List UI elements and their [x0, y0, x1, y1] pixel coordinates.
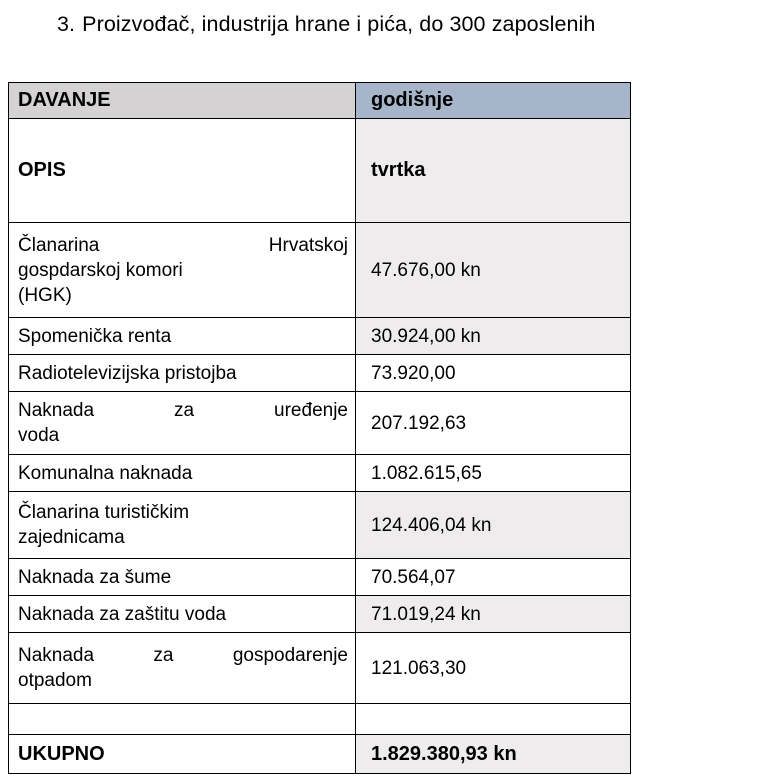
row-label-cell [9, 355, 356, 392]
row-value-cell [356, 455, 631, 492]
page-title [57, 10, 596, 38]
table-row [9, 596, 631, 633]
row-value: 71.019,24 kn [371, 603, 481, 625]
page-title-text: Proizvođač, industrija hrane i pića, do 300 zaposlenih [82, 12, 596, 36]
header-cell-davanje [9, 83, 356, 119]
row-label-line1: Naknada za gospodarenje [18, 645, 348, 666]
row-value-cell [356, 355, 631, 392]
header-cell-godisnje [356, 83, 631, 119]
header-label-godisnje: godišnje [371, 89, 454, 111]
row-label-line2: gospdarskoj komori [18, 259, 183, 281]
table-subheader-row [9, 119, 631, 223]
row-value-cell [356, 392, 631, 455]
row-label-line3: (HGK) [18, 284, 72, 306]
row-label: Naknada za zaštitu voda [18, 603, 227, 625]
row-label-cell [9, 633, 356, 704]
spacer-value-cell [356, 704, 631, 735]
row-value-cell [356, 559, 631, 596]
total-label: UKUPNO [18, 742, 105, 765]
table-spacer-row [9, 704, 631, 735]
row-label-line1: Članarina Hrvatskoj [18, 234, 348, 256]
subheader-cell-opis [9, 119, 356, 223]
row-value-cell [356, 633, 631, 704]
row-value: 47.676,00 kn [371, 259, 481, 281]
row-label-line1: Naknada za uređenje [18, 400, 348, 421]
spacer-label [9, 716, 355, 722]
table-total-row [9, 735, 631, 774]
row-label-line2: otpadom [18, 670, 92, 691]
table-row [9, 223, 631, 318]
table-row [9, 492, 631, 559]
spacer-label-cell [9, 704, 356, 735]
row-value: 121.063,30 [371, 657, 467, 679]
subheader-cell-tvrtka [356, 119, 631, 223]
row-label-cell [9, 318, 356, 355]
levies-table [8, 82, 631, 774]
table-row [9, 355, 631, 392]
row-label-cell [9, 455, 356, 492]
row-label-cell [9, 492, 356, 559]
row-label-cell [9, 559, 356, 596]
row-label-line2: zajednicama [18, 527, 125, 548]
row-value-cell [356, 223, 631, 318]
subheader-label-opis: OPIS [18, 159, 66, 181]
row-label: Naknada za šume [18, 566, 172, 588]
row-value: 124.406,04 kn [371, 514, 492, 536]
table-row [9, 318, 631, 355]
row-label: Spomenička renta [18, 325, 172, 347]
table-row [9, 392, 631, 455]
row-value: 70.564,07 [371, 566, 456, 588]
subheader-label-tvrtka: tvrtka [371, 159, 426, 181]
row-value: 1.082.615,65 [371, 462, 482, 484]
table-row [9, 455, 631, 492]
row-value: 207.192,63 [371, 412, 467, 434]
table-row [9, 559, 631, 596]
row-label-line1: Članarina turističkim [18, 502, 190, 523]
header-label-davanje: DAVANJE [18, 89, 111, 111]
row-label: Radiotelevizijska pristojba [18, 362, 237, 384]
row-value-cell [356, 492, 631, 559]
spacer-value [356, 716, 630, 722]
total-label-cell [9, 735, 356, 774]
page-title-number: 3. [57, 12, 76, 36]
row-label: Komunalna naknada [18, 462, 193, 484]
row-value: 73.920,00 [371, 362, 456, 384]
row-label-cell [9, 223, 356, 318]
total-value: 1.829.380,93 kn [371, 742, 517, 765]
row-value-cell [356, 318, 631, 355]
total-value-cell [356, 735, 631, 774]
table-row [9, 633, 631, 704]
table-header-row [9, 83, 631, 119]
row-label-cell [9, 392, 356, 455]
row-value-cell [356, 596, 631, 633]
row-value: 30.924,00 kn [371, 325, 481, 347]
row-label-cell [9, 596, 356, 633]
row-label-line2: voda [18, 425, 60, 446]
